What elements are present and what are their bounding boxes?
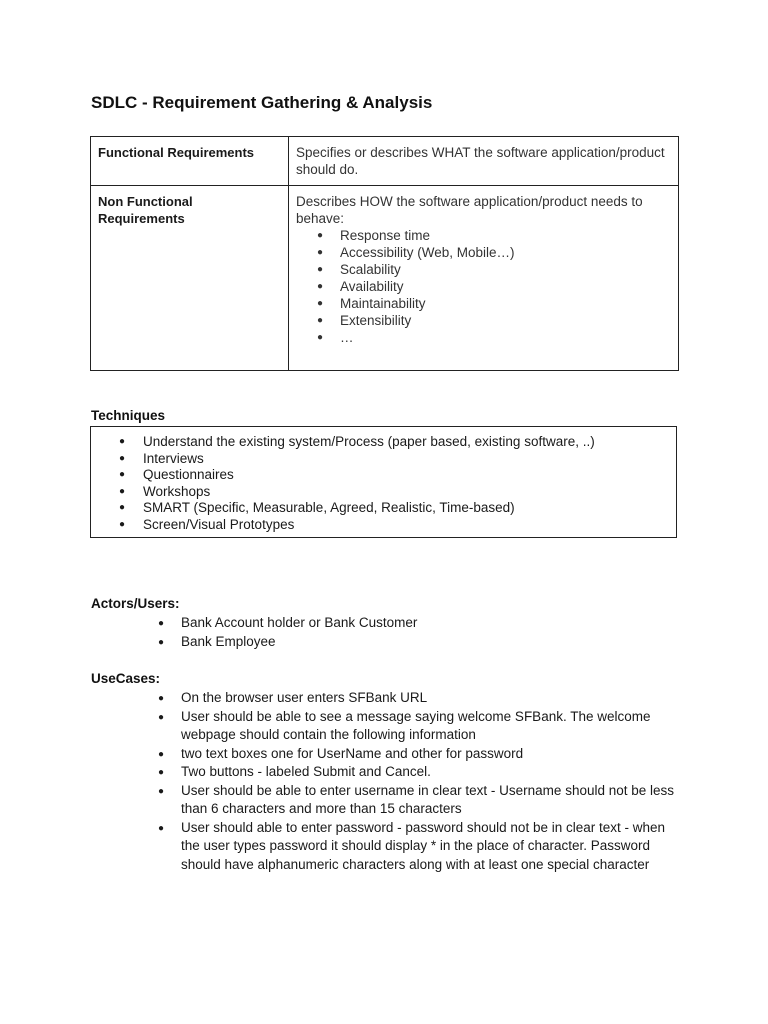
list-item: ● Workshops (119, 484, 676, 501)
list-item: ● User should able to enter password - password should not be in clear text - when the user types password it should display * in the place of character. Password should have alphanumeric characters along with at least one special character (158, 819, 678, 875)
usecases-heading: UseCases: (91, 671, 161, 686)
list-item: ● SMART (Specific, Measurable, Agreed, Realistic, Time-based) (119, 500, 676, 517)
actors-heading: Actors/Users: (91, 596, 180, 611)
usecases-list (158, 689, 678, 874)
requirements-table (90, 136, 679, 371)
term-cell: Functional Requirements (91, 137, 289, 186)
list-item: ● Availability (317, 278, 671, 295)
list-item: ● User should be able to see a message saying welcome SFBank. The welcome webpage should contain the following information (158, 708, 678, 745)
list-item: ● Understand the existing system/Process (paper based, existing software, ..) (119, 434, 676, 451)
table-row (91, 186, 679, 371)
techniques-box (90, 426, 677, 538)
description-text: Describes HOW the software application/product needs to behave: (296, 194, 643, 226)
term-cell: Non Functional Requirements (91, 186, 289, 371)
list-item: ● Extensibility (317, 312, 671, 329)
nonfunctional-bullet-list (317, 227, 671, 346)
techniques-list (119, 434, 676, 533)
table-row (91, 137, 679, 186)
list-item: ● Maintainability (317, 295, 671, 312)
list-item: ● Scalability (317, 261, 671, 278)
list-item: ● Bank Account holder or Bank Customer (158, 614, 678, 633)
list-item: ● Questionnaires (119, 467, 676, 484)
page-title: SDLC - Requirement Gathering & Analysis (91, 93, 433, 112)
actors-list (158, 614, 678, 651)
description-cell (289, 186, 679, 371)
list-item: ● Response time (317, 227, 671, 244)
list-item: ● Two buttons - labeled Submit and Cancel. (158, 763, 678, 782)
list-item: ● Bank Employee (158, 633, 678, 652)
list-item: ● … (317, 329, 671, 346)
techniques-heading: Techniques (91, 408, 166, 423)
list-item: ● Accessibility (Web, Mobile…) (317, 244, 671, 261)
list-item: ● User should be able to enter username in clear text - Username should not be less than 6 characters and more than 15 characters (158, 782, 678, 819)
list-item: ● Interviews (119, 451, 676, 468)
list-item: ● Screen/Visual Prototypes (119, 517, 676, 534)
list-item: ● On the browser user enters SFBank URL (158, 689, 678, 708)
description-cell: Specifies or describes WHAT the software application/product should do. (289, 137, 679, 186)
list-item: ● two text boxes one for UserName and other for password (158, 745, 678, 764)
